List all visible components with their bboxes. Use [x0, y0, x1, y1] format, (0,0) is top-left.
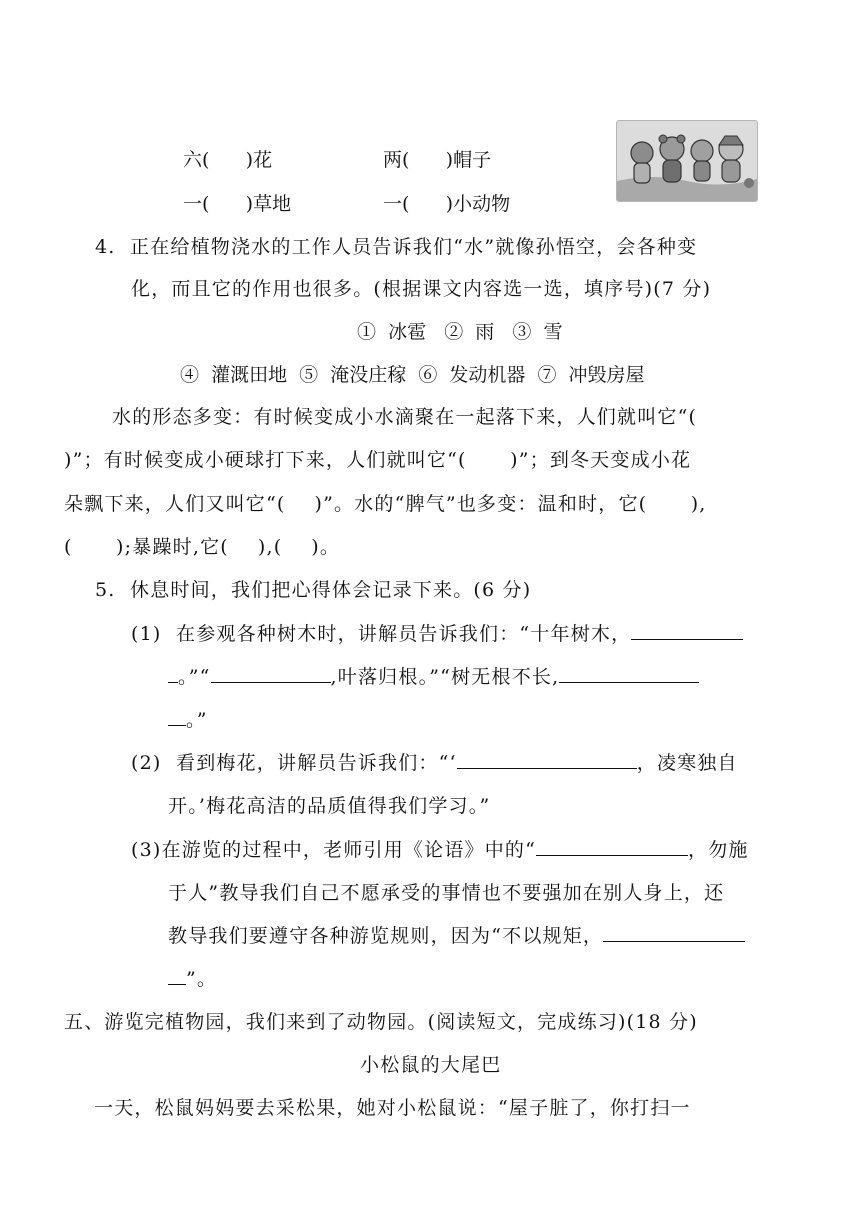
q4-line: 化，而且它的作用也很多。(根据课文内容选一选，填序号)(7 分): [131, 278, 712, 300]
q5-item-3: 于人”教导我们自己不愿承受的事情也不要强加在别人身上，还: [168, 882, 725, 904]
q5-text: ”。: [186, 968, 218, 990]
answer-blank[interactable]: [559, 664, 699, 683]
answer-blank[interactable]: [631, 621, 743, 640]
q5-item-2: 开。’梅花高洁的品质值得我们学习。”: [168, 795, 491, 817]
q5-item-3: [168, 965, 217, 993]
answer-blank[interactable]: [536, 837, 688, 856]
measure-word-item: 六( )花: [183, 149, 273, 171]
q5-item-3: [168, 922, 745, 950]
answer-blank[interactable]: [603, 923, 745, 942]
q5-text: (1) 在参观各种树木时，讲解员告诉我们：“十年树木，: [131, 623, 632, 645]
story-paragraph-line: 一天，松鼠妈妈要去采松果，她对小松鼠说：“屋子脏了，你打扫一: [94, 1097, 691, 1119]
cartoon-animals-illustration: [616, 120, 758, 202]
measure-word-item: 一( )小动物: [383, 193, 511, 215]
q5-text: (2) 看到梅花，讲解员告诉我们：“‘: [131, 752, 457, 774]
q5-text: 。”“: [178, 666, 211, 688]
answer-blank[interactable]: [168, 966, 186, 985]
q5-text: ,叶落归根。”“树无根不长,: [330, 666, 560, 688]
section-heading: 五、游览完植物园，我们来到了动物园。(阅读短文，完成练习)(18 分): [64, 1011, 698, 1033]
q4-options: ④ 灌溉田地 ⑤ 淹没庄稼 ⑥ 发动机器 ⑦ 冲毁房屋: [180, 364, 645, 386]
q4-line: 4. 正在给植物浇水的工作人员告诉我们“水”就像孙悟空，会各种变: [95, 236, 698, 258]
q5-item-1: [131, 620, 743, 648]
q4-options: ① 冰雹 ② 雨 ③ 雪: [357, 321, 563, 343]
story-title: 小松鼠的大尾巴: [360, 1054, 502, 1076]
q5-heading: 5. 休息时间，我们把心得体会记录下来。(6 分): [95, 579, 532, 601]
q5-item-1: [168, 663, 699, 691]
q5-text: 。”: [186, 709, 208, 731]
q5-item-3: [131, 836, 749, 864]
q5-item-2: [131, 749, 738, 777]
answer-blank[interactable]: [168, 664, 178, 683]
q5-text: 教导我们要遵守各种游览规则，因为“不以规矩，: [168, 925, 604, 947]
q4-paragraph-line: )”；有时候变成小硬球打下来，人们就叫它“( )”；到冬天变成小花: [64, 449, 692, 471]
q5-text: (3)在游览的过程中，老师引用《论语》中的“: [131, 839, 537, 861]
measure-word-item: 两( )帽子: [383, 149, 492, 171]
q4-paragraph-line: 水的形态多变：有时候变成小水滴聚在一起落下来，人们就叫它“(: [112, 406, 698, 428]
q4-paragraph-line: ( );暴躁时,它( ),( )。: [64, 536, 341, 558]
q5-text: ，凌寒独自: [636, 752, 738, 774]
answer-blank[interactable]: [211, 664, 331, 683]
answer-blank[interactable]: [168, 707, 186, 726]
q5-text: ，勿施: [688, 839, 749, 861]
q4-paragraph-line: 朵飘下来，人们又叫它“( )”。水的“脾气”也多变：温和时，它( ),: [64, 493, 707, 515]
answer-blank[interactable]: [457, 750, 637, 769]
q5-item-1: [168, 706, 208, 734]
measure-word-item: 一( )草地: [183, 193, 292, 215]
